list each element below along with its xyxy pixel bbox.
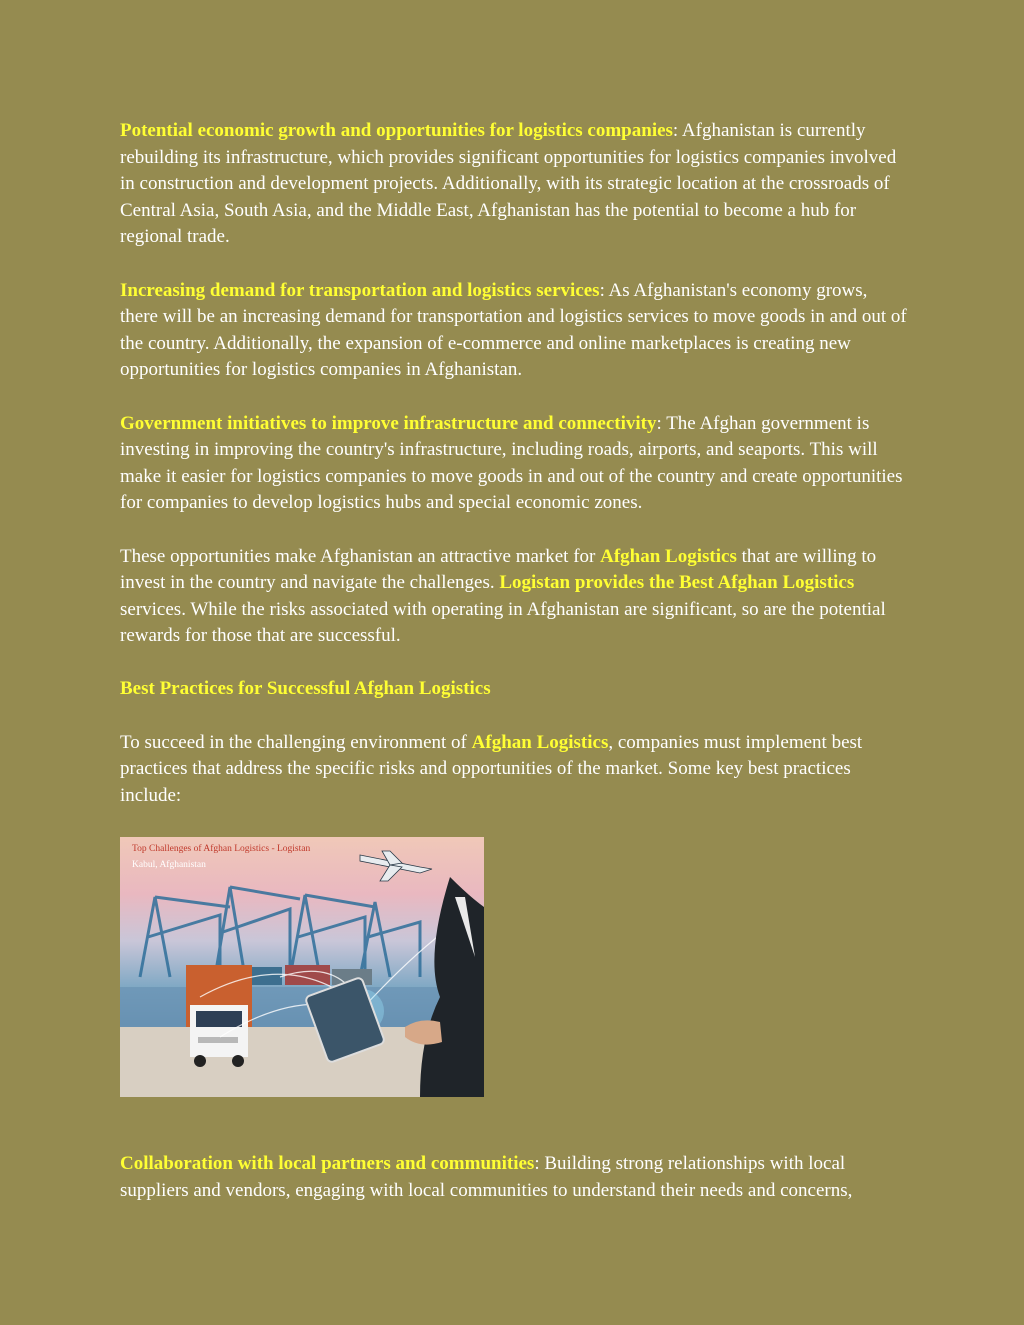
- intro-text-1: To succeed in the challenging environment of: [120, 731, 472, 753]
- text-government: : The Afghan government is investing in improving the country's infrastructure, including roads, airports, and seaports. This will make it easier for logistics companies to move goods in and out of the country and create opportunities for companies to develop logistics hubs and special economic zones.: [120, 412, 903, 514]
- document-body: [120, 118, 910, 836]
- paragraph-collaboration: [120, 1151, 910, 1204]
- highlight-collaboration: Collaboration with local partners and communities: [120, 1153, 535, 1174]
- afghan-logistics-link-2[interactable]: Afghan Logistics: [471, 731, 609, 753]
- summary-text-2: that are willing to invest in the country and navigate the challenges.: [120, 545, 877, 594]
- paragraph-government: [120, 411, 910, 517]
- highlight-demand: Increasing demand for transportation and logistics services: [120, 279, 600, 301]
- summary-text-3: services. While the risks associated with operating in Afghanistan are significant, so are the potential rewards for those that are successful.: [120, 598, 886, 647]
- paragraph-summary: [120, 544, 910, 650]
- summary-text-1: These opportunities make Afghanistan an attractive market for: [120, 545, 601, 567]
- highlight-government: Government initiatives to improve infrastructure and connectivity: [120, 412, 657, 434]
- logistics-illustration-art: [120, 837, 484, 1097]
- figure-subtitle: Kabul, Afghanistan: [132, 860, 206, 870]
- logistan-best-link[interactable]: Logistan provides the Best Afghan Logistics: [499, 572, 855, 594]
- paragraph-economic-growth: [120, 118, 910, 251]
- logistics-illustration: [120, 837, 484, 1097]
- section-heading: Best Practices for Successful Afghan Logistics: [120, 678, 491, 700]
- text-collaboration: : Building strong relationships with local suppliers and vendors, engaging with local communities to understand their needs and concerns,: [120, 1153, 853, 1201]
- paragraph-intro: [120, 730, 910, 810]
- text-demand: : As Afghanistan's economy grows, there will be an increasing demand for transportation and logistics services to move goods in and out of the country. Additionally, the expansion of e-commerce and online marketplaces is creating new opportunities for logistics companies in Afghanistan.: [120, 279, 907, 381]
- text-economic-growth: : Afghanistan is currently rebuilding its infrastructure, which provides significant opportunities for logistics companies involved in construction and development projects. Additionally, with its strategic location at the crossroads of Central Asia, South Asia, and the Middle East, Afghanistan has the potential to become a hub for regional trade.: [120, 120, 897, 248]
- paragraph-demand: [120, 278, 910, 384]
- figure-title: Top Challenges of Afghan Logistics - Logistan: [132, 844, 311, 854]
- highlight-economic-growth: Potential economic growth and opportunities for logistics companies: [120, 120, 673, 141]
- intro-text-2: , companies must implement best practices that address the specific risks and opportunities of the market. Some key best practices include:: [120, 731, 863, 806]
- afghan-logistics-link[interactable]: Afghan Logistics: [600, 545, 737, 567]
